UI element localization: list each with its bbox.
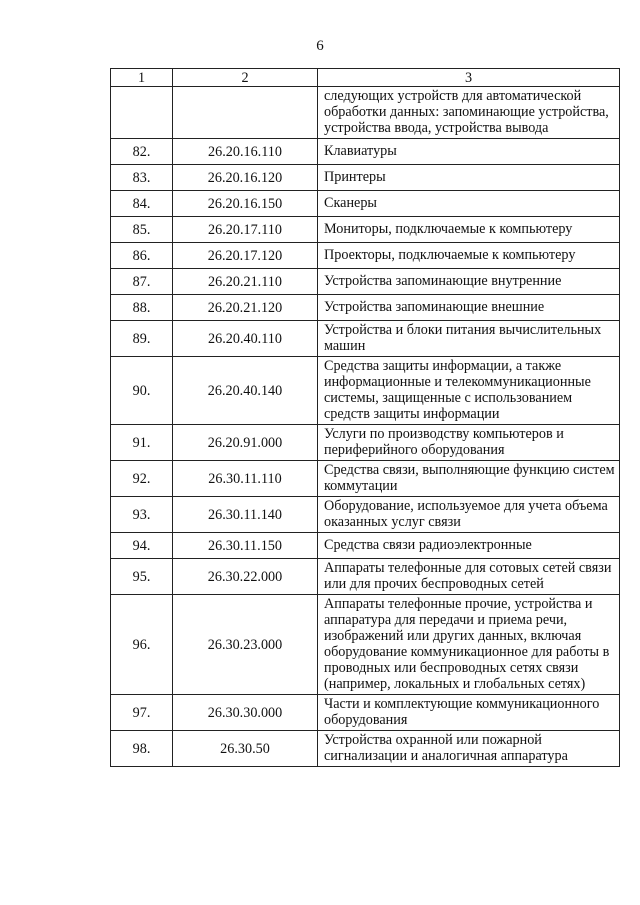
row-name: Мониторы, подключаемые к компьютеру [318,217,620,243]
row-code: 26.20.17.120 [173,243,318,269]
row-number: 89. [111,321,173,357]
page-number: 6 [316,38,324,54]
table-row [111,731,620,767]
row-name: Устройства запоминающие внешние [318,295,620,321]
table-row [111,191,620,217]
row-name: Принтеры [318,165,620,191]
row-code: 26.20.21.120 [173,295,318,321]
row-number: 95. [111,559,173,595]
table-row [111,357,620,425]
row-number: 82. [111,139,173,165]
row-code: 26.30.11.150 [173,533,318,559]
row-name: Устройства запоминающие внутренние [318,269,620,295]
row-name: Средства связи, выполняющие функцию систем коммутации [318,461,620,497]
row-name: Аппараты телефонные прочие, устройства и аппаратура для передачи и приема речи, изображений или других данных, включая оборудование коммуникационное для работы в проводных или беспроводных сетях связи (например, локальных и глобальных сетях) [318,595,620,695]
row-number: 84. [111,191,173,217]
row-name: Сканеры [318,191,620,217]
table-row [111,295,620,321]
row-code: 26.20.16.110 [173,139,318,165]
table-row [111,269,620,295]
header-col-3: 3 [318,69,620,87]
row-code: 26.20.40.140 [173,357,318,425]
table-row [111,243,620,269]
header-row [111,69,620,87]
row-name: Устройства охранной или пожарной сигнализации и аналогичная аппаратура [318,731,620,767]
row-name: Проекторы, подключаемые к компьютеру [318,243,620,269]
row-code: 26.20.16.120 [173,165,318,191]
table-row [111,217,620,243]
row-number: 87. [111,269,173,295]
row-code: 26.30.22.000 [173,559,318,595]
row-number [111,87,173,139]
row-number: 97. [111,695,173,731]
table-row [111,139,620,165]
row-name: Средства связи радиоэлектронные [318,533,620,559]
row-name: следующих устройств для автоматической обработки данных: запоминающие устройства, устройства ввода, устройства вывода [318,87,620,139]
table-row [111,559,620,595]
row-number: 85. [111,217,173,243]
table-body [111,87,620,767]
classification-table [110,68,620,767]
row-number: 86. [111,243,173,269]
row-number: 94. [111,533,173,559]
row-number: 88. [111,295,173,321]
row-name: Услуги по производству компьютеров и периферийного оборудования [318,425,620,461]
row-code: 26.30.23.000 [173,595,318,695]
row-code [173,87,318,139]
row-number: 98. [111,731,173,767]
row-code: 26.20.16.150 [173,191,318,217]
row-name: Средства защиты информации, а также информационные и телекоммуникационные системы, защищенные с использованием средств защиты информации [318,357,620,425]
row-name: Клавиатуры [318,139,620,165]
row-code: 26.20.40.110 [173,321,318,357]
row-code: 26.20.21.110 [173,269,318,295]
row-name: Аппараты телефонные для сотовых сетей связи или для прочих беспроводных сетей [318,559,620,595]
table-row [111,165,620,191]
row-code: 26.20.91.000 [173,425,318,461]
header-col-2: 2 [173,69,318,87]
row-code: 26.20.17.110 [173,217,318,243]
header-col-1: 1 [111,69,173,87]
row-code: 26.30.30.000 [173,695,318,731]
row-number: 93. [111,497,173,533]
row-number: 91. [111,425,173,461]
row-name: Части и комплектующие коммуникационного оборудования [318,695,620,731]
table-row [111,321,620,357]
row-number: 83. [111,165,173,191]
table-row [111,595,620,695]
row-number: 90. [111,357,173,425]
table-row [111,425,620,461]
row-name: Оборудование, используемое для учета объема оказанных услуг связи [318,497,620,533]
table-row [111,533,620,559]
row-code: 26.30.11.140 [173,497,318,533]
row-code: 26.30.50 [173,731,318,767]
row-number: 92. [111,461,173,497]
row-code: 26.30.11.110 [173,461,318,497]
table-row [111,461,620,497]
table-row [111,695,620,731]
table-row [111,87,620,139]
table-header [111,69,620,87]
row-name: Устройства и блоки питания вычислительных машин [318,321,620,357]
table-row [111,497,620,533]
row-number: 96. [111,595,173,695]
